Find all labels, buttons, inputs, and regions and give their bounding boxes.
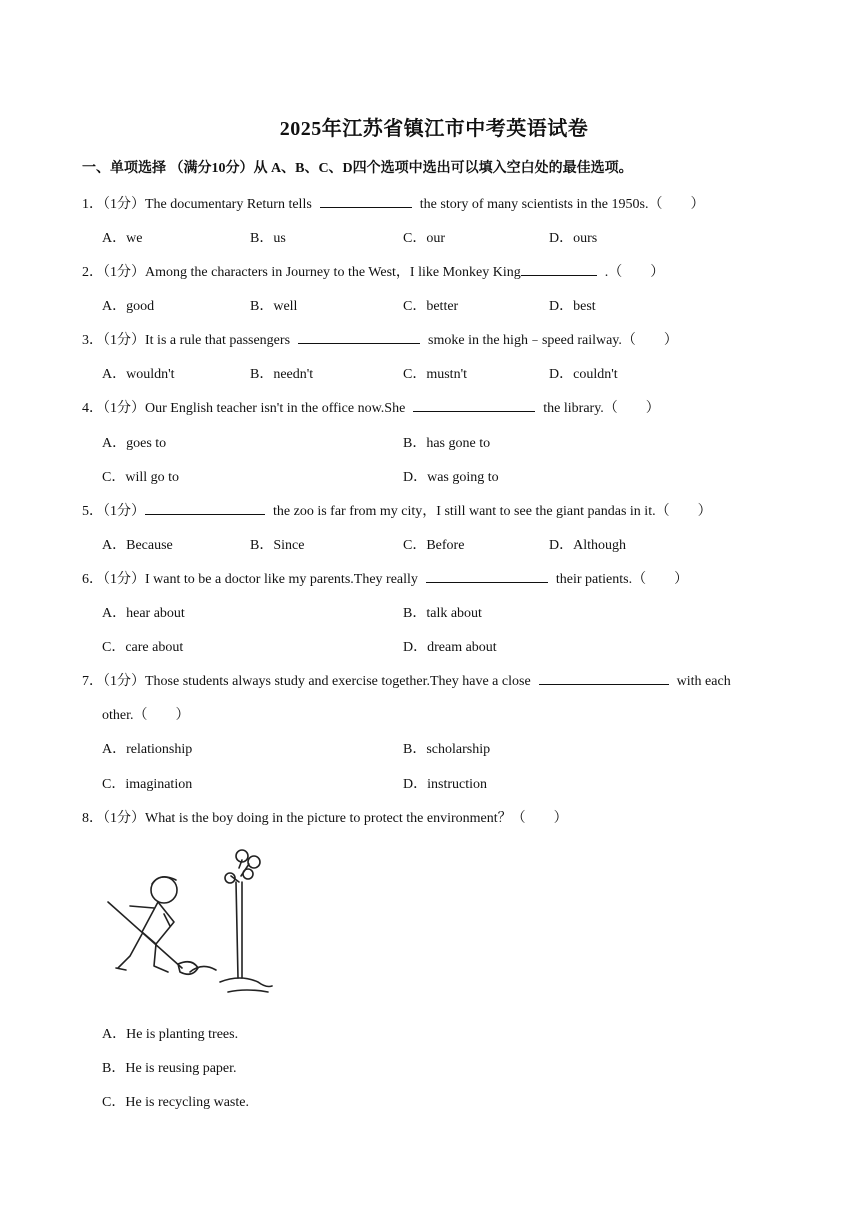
option-a: A．goes to xyxy=(102,436,167,451)
option-b: B．has gone to xyxy=(403,436,491,451)
question-text: What is the boy doing in the picture to protect the environment？（ ） xyxy=(145,811,568,826)
boy-planting-tree-illustration xyxy=(102,842,274,1002)
option-a: A．hear about xyxy=(102,606,185,621)
answer-blank xyxy=(413,399,535,412)
question-text: Those students always study and exercise together.They have a close xyxy=(145,674,531,689)
question-1 xyxy=(82,193,704,213)
option-a: A．Because xyxy=(102,538,173,553)
option-c: C．care about xyxy=(102,640,184,655)
option-b: B．scholarship xyxy=(403,742,491,757)
option-a: A．relationship xyxy=(102,742,193,757)
option-c: C．He is recycling waste. xyxy=(102,1095,249,1110)
answer-blank xyxy=(521,263,597,276)
question-number: 4．（1分） xyxy=(82,401,145,416)
question-text: I want to be a doctor like my parents.They really xyxy=(145,572,418,587)
question-text-end: smoke in the high﹣speed railway.（ ） xyxy=(428,333,678,348)
option-d: D．dream about xyxy=(403,640,497,655)
question-text: The documentary Return tells xyxy=(145,197,312,212)
option-a: A．wouldn't xyxy=(102,367,175,382)
exam-title: 2025年江苏省镇江市中考英语试卷 xyxy=(279,118,589,140)
option-d: D．was going to xyxy=(403,470,499,485)
question-text-end: the story of many scientists in the 1950s.（ ） xyxy=(419,197,705,212)
question-number: 3．（1分） xyxy=(82,333,145,348)
question-text-end: with each xyxy=(676,674,731,689)
option-d: D．ours xyxy=(549,231,598,246)
option-c: C．will go to xyxy=(102,470,180,485)
question-7-continued: other.（ ） xyxy=(102,708,190,723)
option-d: D．best xyxy=(549,299,596,314)
option-b: B．well xyxy=(250,299,298,314)
question-6 xyxy=(82,568,688,588)
answer-blank xyxy=(298,331,420,344)
answer-blank xyxy=(426,570,548,583)
question-number: 7．（1分） xyxy=(82,674,145,689)
option-a: A．He is planting trees. xyxy=(102,1027,239,1042)
question-text: Among the characters in Journey to the West，I like Monkey King xyxy=(145,265,521,280)
question-text-end: .（ ） xyxy=(604,265,665,280)
question-number: 6．（1分） xyxy=(82,572,145,587)
option-c: C．better xyxy=(403,299,459,314)
question-5 xyxy=(82,500,712,520)
question-8 xyxy=(82,807,568,827)
question-text: It is a rule that passengers xyxy=(145,333,291,348)
question-number: 8．（1分） xyxy=(82,811,145,826)
question-text-end: their patients.（ ） xyxy=(555,572,689,587)
question-text-end: the zoo is far from my city，I still want to see the giant pandas in it.（ ） xyxy=(273,504,712,519)
answer-blank xyxy=(145,502,265,515)
option-c: C．imagination xyxy=(102,777,193,792)
option-c: C．mustn't xyxy=(403,367,467,382)
option-b: B．Since xyxy=(250,538,305,553)
option-d: D．couldn't xyxy=(549,367,618,382)
option-a: A．good xyxy=(102,299,155,314)
section-heading: 一、单项选择 （满分10分）从 A、B、C、D四个选项中选出可以填入空白处的最佳选项。 xyxy=(82,161,633,176)
option-b: B．talk about xyxy=(403,606,482,621)
answer-blank xyxy=(320,195,412,208)
question-2 xyxy=(82,261,664,281)
question-number: 1．（1分） xyxy=(82,197,145,212)
option-d: D．Although xyxy=(549,538,626,553)
option-a: A．we xyxy=(102,231,143,246)
question-number: 5．（1分） xyxy=(82,504,145,519)
question-7 xyxy=(82,670,731,690)
question-text-end: the library.（ ） xyxy=(543,401,660,416)
question-4 xyxy=(82,397,660,417)
option-c: C．our xyxy=(403,231,445,246)
question-3 xyxy=(82,329,678,349)
answer-blank xyxy=(539,672,669,685)
question-text: Our English teacher isn't in the office now.She xyxy=(145,401,406,416)
question-number: 2．（1分） xyxy=(82,265,145,280)
option-d: D．instruction xyxy=(403,777,487,792)
option-b: B．us xyxy=(250,231,286,246)
option-b: B．He is reusing paper. xyxy=(102,1061,237,1076)
option-c: C．Before xyxy=(403,538,465,553)
option-b: B．needn't xyxy=(250,367,314,382)
